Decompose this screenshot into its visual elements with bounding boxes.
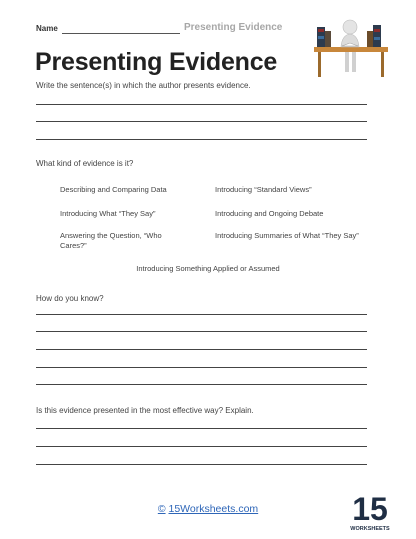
answer-line[interactable] <box>36 349 367 350</box>
answer-line[interactable] <box>36 104 367 105</box>
name-write-line[interactable] <box>62 33 180 34</box>
answer-line[interactable] <box>36 384 367 385</box>
name-label: Name <box>36 24 58 33</box>
option-applied-or-assumed: Introducing Something Applied or Assumed <box>136 264 280 273</box>
logo-text: WORKSHEETS <box>350 526 390 532</box>
answer-line[interactable] <box>36 367 367 368</box>
answer-line[interactable] <box>36 446 367 447</box>
worksheet-title: Presenting Evidence <box>35 48 278 76</box>
answer-line[interactable] <box>36 139 367 140</box>
answer-line[interactable] <box>36 314 367 315</box>
instruction-text: Write the sentence(s) in which the author presents evidence. <box>36 81 251 90</box>
option-standard-views: Introducing “Standard Views” <box>215 185 312 194</box>
person-sitting-at-desk-with-books-illustration <box>312 11 390 79</box>
option-who-cares: Answering the Question, “Who Cares?” <box>60 231 162 250</box>
question-how-do-you-know: How do you know? <box>36 294 104 303</box>
option-ongoing-debate: Introducing and Ongoing Debate <box>215 209 324 218</box>
option-describing-comparing-data: Describing and Comparing Data <box>60 185 167 194</box>
worksheets-logo <box>350 488 390 534</box>
answer-line[interactable] <box>36 464 367 465</box>
answer-line[interactable] <box>36 331 367 332</box>
question-kind-of-evidence: What kind of evidence is it? <box>36 159 134 168</box>
option-summaries-they-say: Introducing Summaries of What “They Say” <box>215 231 359 240</box>
logo-number: 15 <box>352 491 388 527</box>
answer-line[interactable] <box>36 121 367 122</box>
option-what-they-say: Introducing What “They Say” <box>60 209 156 218</box>
question-most-effective-way: Is this evidence presented in the most effective way? Explain. <box>36 406 254 415</box>
header-subtitle: Presenting Evidence <box>184 22 283 33</box>
answer-line[interactable] <box>36 428 367 429</box>
footer-site-link[interactable]: 15Worksheets.com <box>168 503 259 515</box>
copyright-symbol: © <box>157 503 166 515</box>
